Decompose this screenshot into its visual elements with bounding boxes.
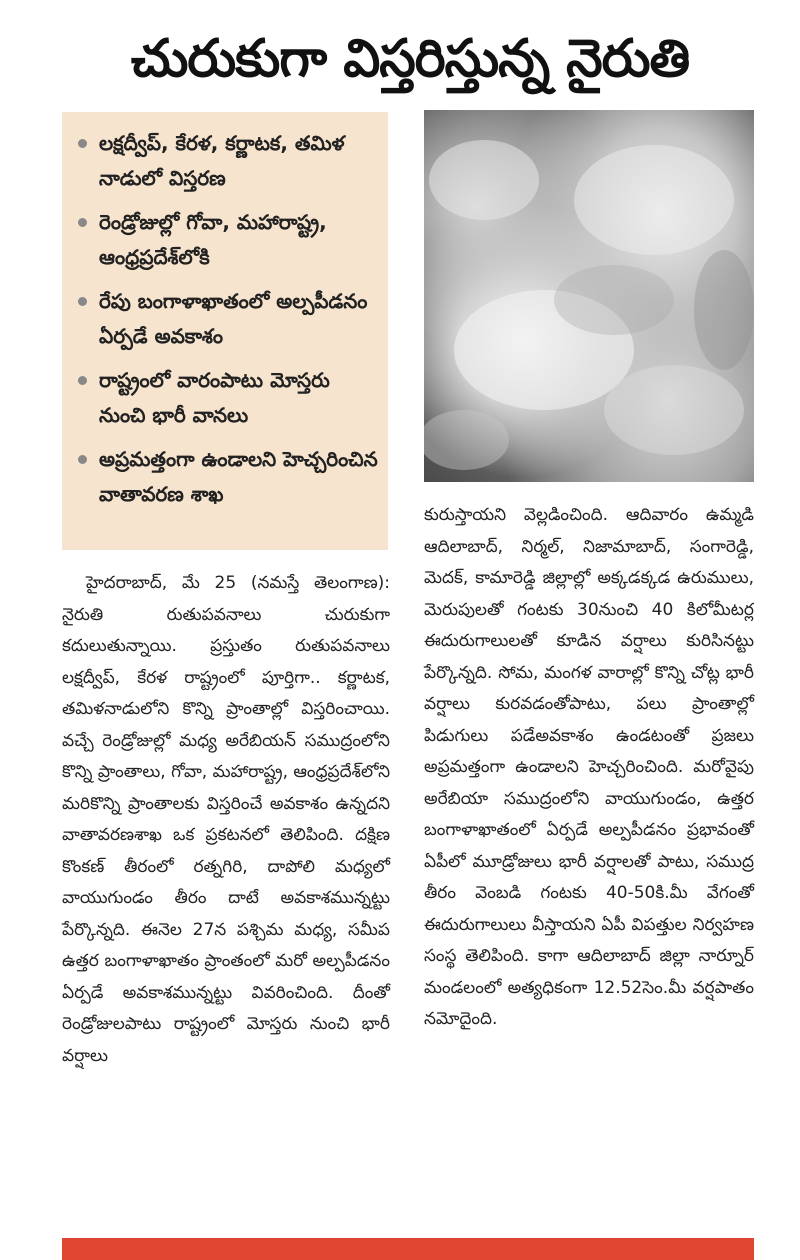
highlight-item — [78, 442, 378, 512]
bottom-bar — [62, 1238, 754, 1260]
bullet-icon — [78, 218, 87, 227]
highlight-text: రాష్ట్రంలో వారంపాటు మోస్తరు నుంచి భారీ వానలు — [99, 368, 330, 427]
highlight-text: రేపు బంగాళాఖాతంలో అల్పపీడనం ఏర్పడే అవకాశం — [99, 289, 368, 348]
bullet-icon — [78, 139, 87, 148]
article-left-column — [62, 568, 390, 1072]
headline: చురుకుగా విస్తరిస్తున్న నైరుతి — [130, 29, 690, 89]
bullet-icon — [78, 297, 87, 306]
highlight-item — [78, 205, 378, 275]
bullet-icon — [78, 376, 87, 385]
article-text: కురుస్తాయని వెల్లడించింది. ఆదివారం ఉమ్మడి ఆదిలాబాద్‌, నిర్మల్‌, నిజామాబాద్‌, సంగారెడ్డి, మెదక్‌, కామారెడ్డి జిల్లాల్లో అక్కడక్కడ ఉరుములు, మెరుపులతో గంటకు 30నుంచి 40 కిలోమీటర్ల ఈదురుగాలులతో కూడిన వర్షాలు కురిసినట్టు పేర్కొన్నది. సోమ, మంగళ వారాల్లో కొన్ని చోట్ల భారీ వర్షాలు కురవడంతోపాటు, పలు ప్రాంతాల్లో పిడుగులు పడేఅవకాశం ఉండటంతో ప్రజలు అప్రమత్తంగా ఉండాలని హెచ్చరించింది. మరోవైపు అరేబియా సముద్రంలోని వాయుగుండం, ఉత్తర బంగాళాఖాతంలో ఏర్పడే అల్పపీడనం ప్రభావంతో ఏపీలో మూడ్రోజులు భారీ వర్షాలతో పాటు, సముద్ర తీరం వెంబడి గంటకు 40-50కి.మీ వేగంతో ఈదురుగాలులు వీస్తాయని ఏపీ విపత్తుల నిర్వహణ సంస్థ తెలిపింది. కాగా ఆదిలాబాద్‌ జిల్లా నార్నూర్‌ మండలంలో అత్యధికంగా 12.52సెం.మీ వర్షపాతం నమోదైంది. — [424, 505, 754, 1029]
article-right-column — [424, 500, 754, 1036]
article-text: హైదరాబాద్‌, మే 25 (నమస్తే తెలంగాణ): నైరుతి రుతుపవనాలు చురుకుగా కదులుతున్నాయి. ప్రస్తుతం రుతుపవనాలు లక్షద్వీప్‌, కేరళ రాష్ట్రంలో పూర్తిగా.. కర్ణాటక, తమిళనాడులోని కొన్ని ప్రాంతాల్లో విస్తరించాయి. వచ్చే రెండ్రోజుల్లో మధ్య అరేబియన్‌ సముద్రంలోని కొన్ని ప్రాంతాలు, గోవా, మహారాష్ట్ర, ఆంధ్రప్రదేశ్‌లోని మరికొన్ని ప్రాంతాలకు విస్తరించే అవకాశం ఉన్నదని వాతావరణశాఖ ఒక ప్రకటనలో తెలిపింది. దక్షిణ కొంకణ్‌ తీరంలో రత్నగిరి, దాపోలి మధ్యలో వాయుగుండం తీరం దాటే అవకాశమున్నట్టు పేర్కొన్నది. ఈనెల 27న పశ్చిమ మధ్య, సమీప ఉత్తర బంగాళాఖాతం ప్రాంతంలో మరో అల్పపీడనం ఏర్పడే అవకాశమున్నట్టు వివరించింది. దీంతో రెండ్రోజులపాటు రాష్ట్రంలో మోస్తరు నుంచి భారీ వర్షాలు — [62, 573, 390, 1066]
bullet-icon — [78, 455, 87, 464]
highlight-item — [78, 126, 378, 196]
satellite-image — [424, 110, 754, 482]
highlight-text: రెండ్రోజుల్లో గోవా, మహారాష్ట్ర, ఆంధ్రప్రదేశ్‌లోకి — [99, 210, 327, 269]
highlight-item — [78, 363, 378, 433]
cloud-texture — [424, 110, 754, 482]
highlight-item — [78, 284, 378, 354]
highlight-text: లక్షద్వీప్‌, కేరళ, కర్ణాటక, తమిళ నాడులో విస్తరణ — [99, 131, 345, 190]
highlight-text: అప్రమత్తంగా ఉండాలని హెచ్చరించిన వాతావరణ శాఖ — [99, 447, 378, 506]
highlights-box — [62, 112, 388, 550]
